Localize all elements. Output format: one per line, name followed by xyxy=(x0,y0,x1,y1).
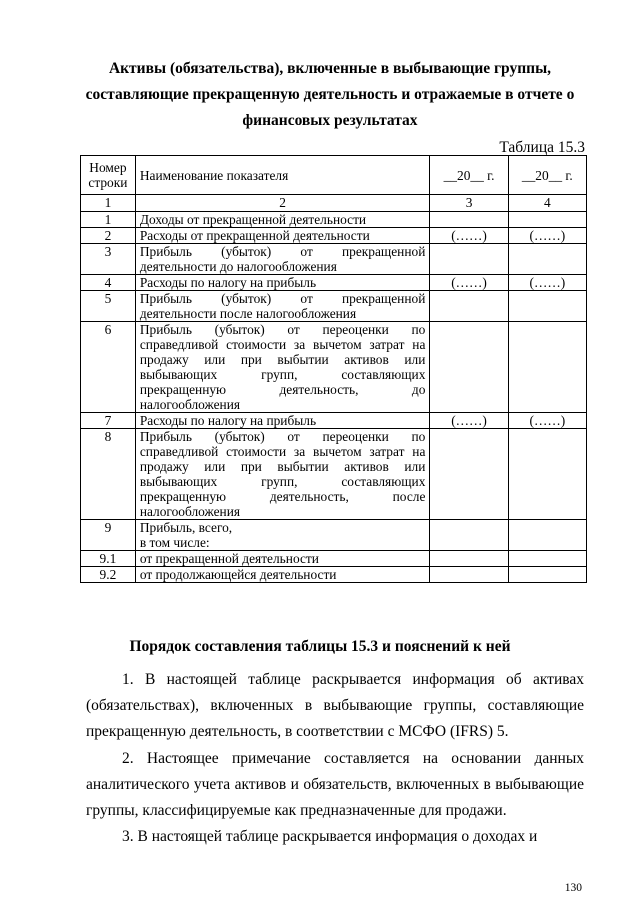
row-number: 9.1 xyxy=(81,551,136,567)
header-row-number xyxy=(81,156,136,195)
table-row xyxy=(81,567,587,583)
row-value-2 xyxy=(508,212,586,228)
table-label: Таблица 15.3 xyxy=(499,139,585,156)
row-value-1 xyxy=(430,551,508,567)
table-row xyxy=(81,551,587,567)
table-row xyxy=(81,322,587,413)
row-name-line2: в том числе: xyxy=(139,535,210,550)
row-number: 2 xyxy=(81,228,136,244)
paragraph-3: 3. В настоящей таблице раскрывается информация о доходах и xyxy=(122,828,538,845)
row-value-2: (……) xyxy=(508,228,586,244)
table-row xyxy=(81,275,587,291)
table-row xyxy=(81,291,587,322)
row-name: Доходы от прекращенной деятельности xyxy=(135,212,430,228)
table-index-row xyxy=(81,195,587,212)
row-name xyxy=(135,520,430,551)
row-value-1: (……) xyxy=(430,228,508,244)
row-value-1 xyxy=(430,212,508,228)
row-name-line1: Прибыль, всего, xyxy=(139,520,233,535)
header-period-2: __20__ г. xyxy=(508,156,586,195)
row-name: от прекращенной деятельности xyxy=(135,551,430,567)
row-number: 7 xyxy=(81,413,136,429)
data-table xyxy=(80,155,587,583)
table-row xyxy=(81,413,587,429)
table-row xyxy=(81,520,587,551)
row-value-2 xyxy=(508,429,586,520)
index-cell: 4 xyxy=(508,195,586,212)
row-number: 3 xyxy=(81,244,136,275)
paragraph-1: 1. В настоящей таблице раскрывается информация об активах (обязательствах), включенных в выбывающие группы, составляющие прекращенную деятельность, в соответствии с МСФО (IFRS) 5. xyxy=(86,671,584,740)
index-cell: 3 xyxy=(430,195,508,212)
row-value-2 xyxy=(508,244,586,275)
row-value-2 xyxy=(508,520,586,551)
row-value-2 xyxy=(508,551,586,567)
row-value-1 xyxy=(430,520,508,551)
table-row xyxy=(81,212,587,228)
title-line-2: составляющие прекращенную деятельность и отражаемые в отчете о xyxy=(85,86,575,103)
row-value-2 xyxy=(508,291,586,322)
row-value-2 xyxy=(508,567,586,583)
row-number: 6 xyxy=(81,322,136,413)
row-number: 5 xyxy=(81,291,136,322)
row-name: Прибыль (убыток) от переоценки по справедливой стоимости за вычетом затрат на продажу или при выбытии активов или выбывающих групп, составляющих прекращенную деятельность, до налогообложения xyxy=(135,322,430,413)
title-line-3: финансовых результатах xyxy=(242,112,418,129)
row-value-2 xyxy=(508,322,586,413)
row-name: Прибыль (убыток) от прекращенной деятельности после налогообложения xyxy=(135,291,430,322)
table-row xyxy=(81,429,587,520)
row-value-1 xyxy=(430,567,508,583)
row-number: 9.2 xyxy=(81,567,136,583)
row-number: 9 xyxy=(81,520,136,551)
section-title: Порядок составления таблицы 15.3 и пояснений к ней xyxy=(129,638,511,655)
table-header-row xyxy=(81,156,587,195)
row-value-1 xyxy=(430,429,508,520)
row-name: Прибыль (убыток) от прекращенной деятельности до налогообложения xyxy=(135,244,430,275)
row-value-1 xyxy=(430,244,508,275)
header-number-line1: Номер xyxy=(89,160,127,175)
index-cell: 1 xyxy=(81,195,136,212)
title-line-1: Активы (обязательства), включенные в выбывающие группы, xyxy=(108,60,552,77)
paragraph-2: 2. Настоящее примечание составляется на основании данных аналитического учета активов и обязательств, включенных в выбывающие группы, классифицируемые как предназначенные для продажи. xyxy=(86,750,584,819)
row-value-1: (……) xyxy=(430,275,508,291)
header-period-1: __20__ г. xyxy=(430,156,508,195)
table-row xyxy=(81,244,587,275)
row-value-1 xyxy=(430,322,508,413)
header-indicator-name: Наименование показателя xyxy=(135,156,430,195)
row-number: 4 xyxy=(81,275,136,291)
row-name: от продолжающейся деятельности xyxy=(135,567,430,583)
row-name: Расходы от прекращенной деятельности xyxy=(135,228,430,244)
document-title xyxy=(70,56,590,134)
table-row xyxy=(81,228,587,244)
row-value-2: (……) xyxy=(508,413,586,429)
header-number-line2: строки xyxy=(88,175,128,190)
row-number: 1 xyxy=(81,212,136,228)
row-value-1: (……) xyxy=(430,413,508,429)
row-value-1 xyxy=(430,291,508,322)
index-cell: 2 xyxy=(135,195,430,212)
row-name: Расходы по налогу на прибыль xyxy=(135,413,430,429)
row-name: Прибыль (убыток) от переоценки по справедливой стоимости за вычетом затрат на продажу или при выбытии активов или выбывающих групп, составляющих прекращенную деятельность, после налогообложения xyxy=(135,429,430,520)
row-name: Расходы по налогу на прибыль xyxy=(135,275,430,291)
row-value-2: (……) xyxy=(508,275,586,291)
row-number: 8 xyxy=(81,429,136,520)
page-number: 130 xyxy=(564,882,582,894)
